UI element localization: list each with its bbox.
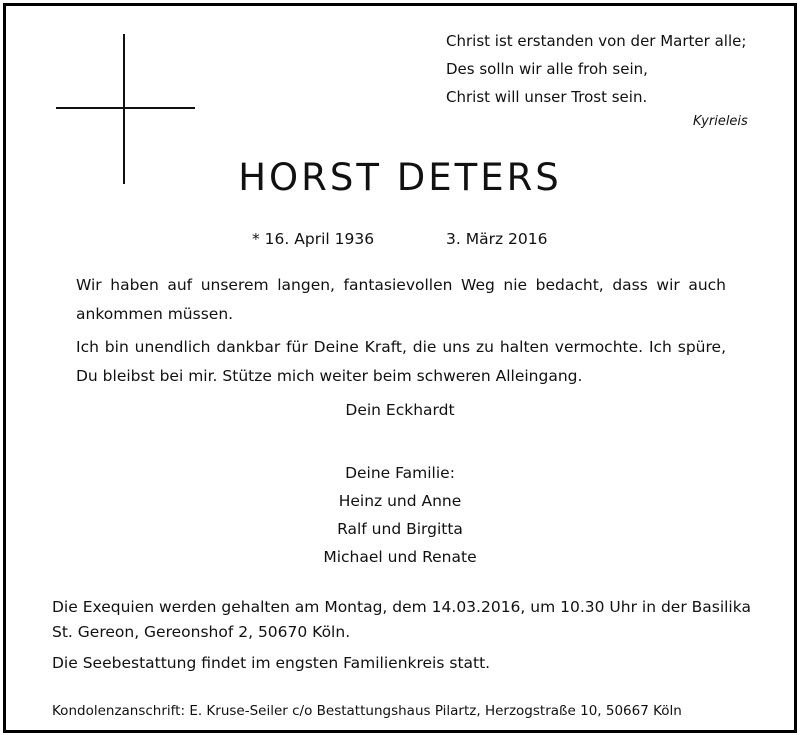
cross-icon-bar — [56, 107, 195, 109]
service-info-cont: St. Gereon, Gereonshof 2, 50670 Köln. — [52, 623, 351, 641]
message-paragraph-2: Ich bin unendlich dankbar für Deine Kraft, die uns zu halten vermochte. Ich spüre, Du bleibst bei mir. Stütze mich weiter beim schweren Alleingang. — [76, 338, 726, 385]
family-member: Ralf und Birgitta — [337, 520, 463, 538]
obituary-notice — [3, 3, 797, 733]
verse-line-1: Christ ist erstanden von der Marter alle; — [446, 32, 747, 50]
verse-attribution: Kyrieleis — [693, 114, 748, 129]
birth-date: * 16. April 1936 — [252, 230, 375, 248]
verse-line-2: Des solln wir alle froh sein, — [446, 60, 648, 78]
death-date: 3. März 2016 — [446, 230, 548, 248]
burial-info: Die Seebestattung findet im engsten Familienkreis statt. — [52, 654, 491, 672]
condolence-address: Kondolenzanschrift: E. Kruse-Seiler c/o Bestattungshaus Pilartz, Herzogstraße 10, 50667 Köln — [52, 703, 682, 719]
message-paragraph-1: Wir haben auf unserem langen, fantasievollen Weg nie bedacht, dass wir auch ankommen müssen. — [76, 276, 726, 323]
verse-line-3: Christ will unser Trost sein. — [446, 88, 648, 106]
service-info: Die Exequien werden gehalten am Montag, dem 14.03.2016, um 10.30 Uhr in der Basilika — [52, 598, 751, 616]
signature: Dein Eckhardt — [345, 401, 455, 419]
family-member: Michael und Renate — [323, 548, 477, 566]
family-member: Heinz und Anne — [338, 492, 462, 510]
family-heading: Deine Familie: — [345, 464, 455, 482]
deceased-name: HORST DETERS — [238, 156, 562, 199]
